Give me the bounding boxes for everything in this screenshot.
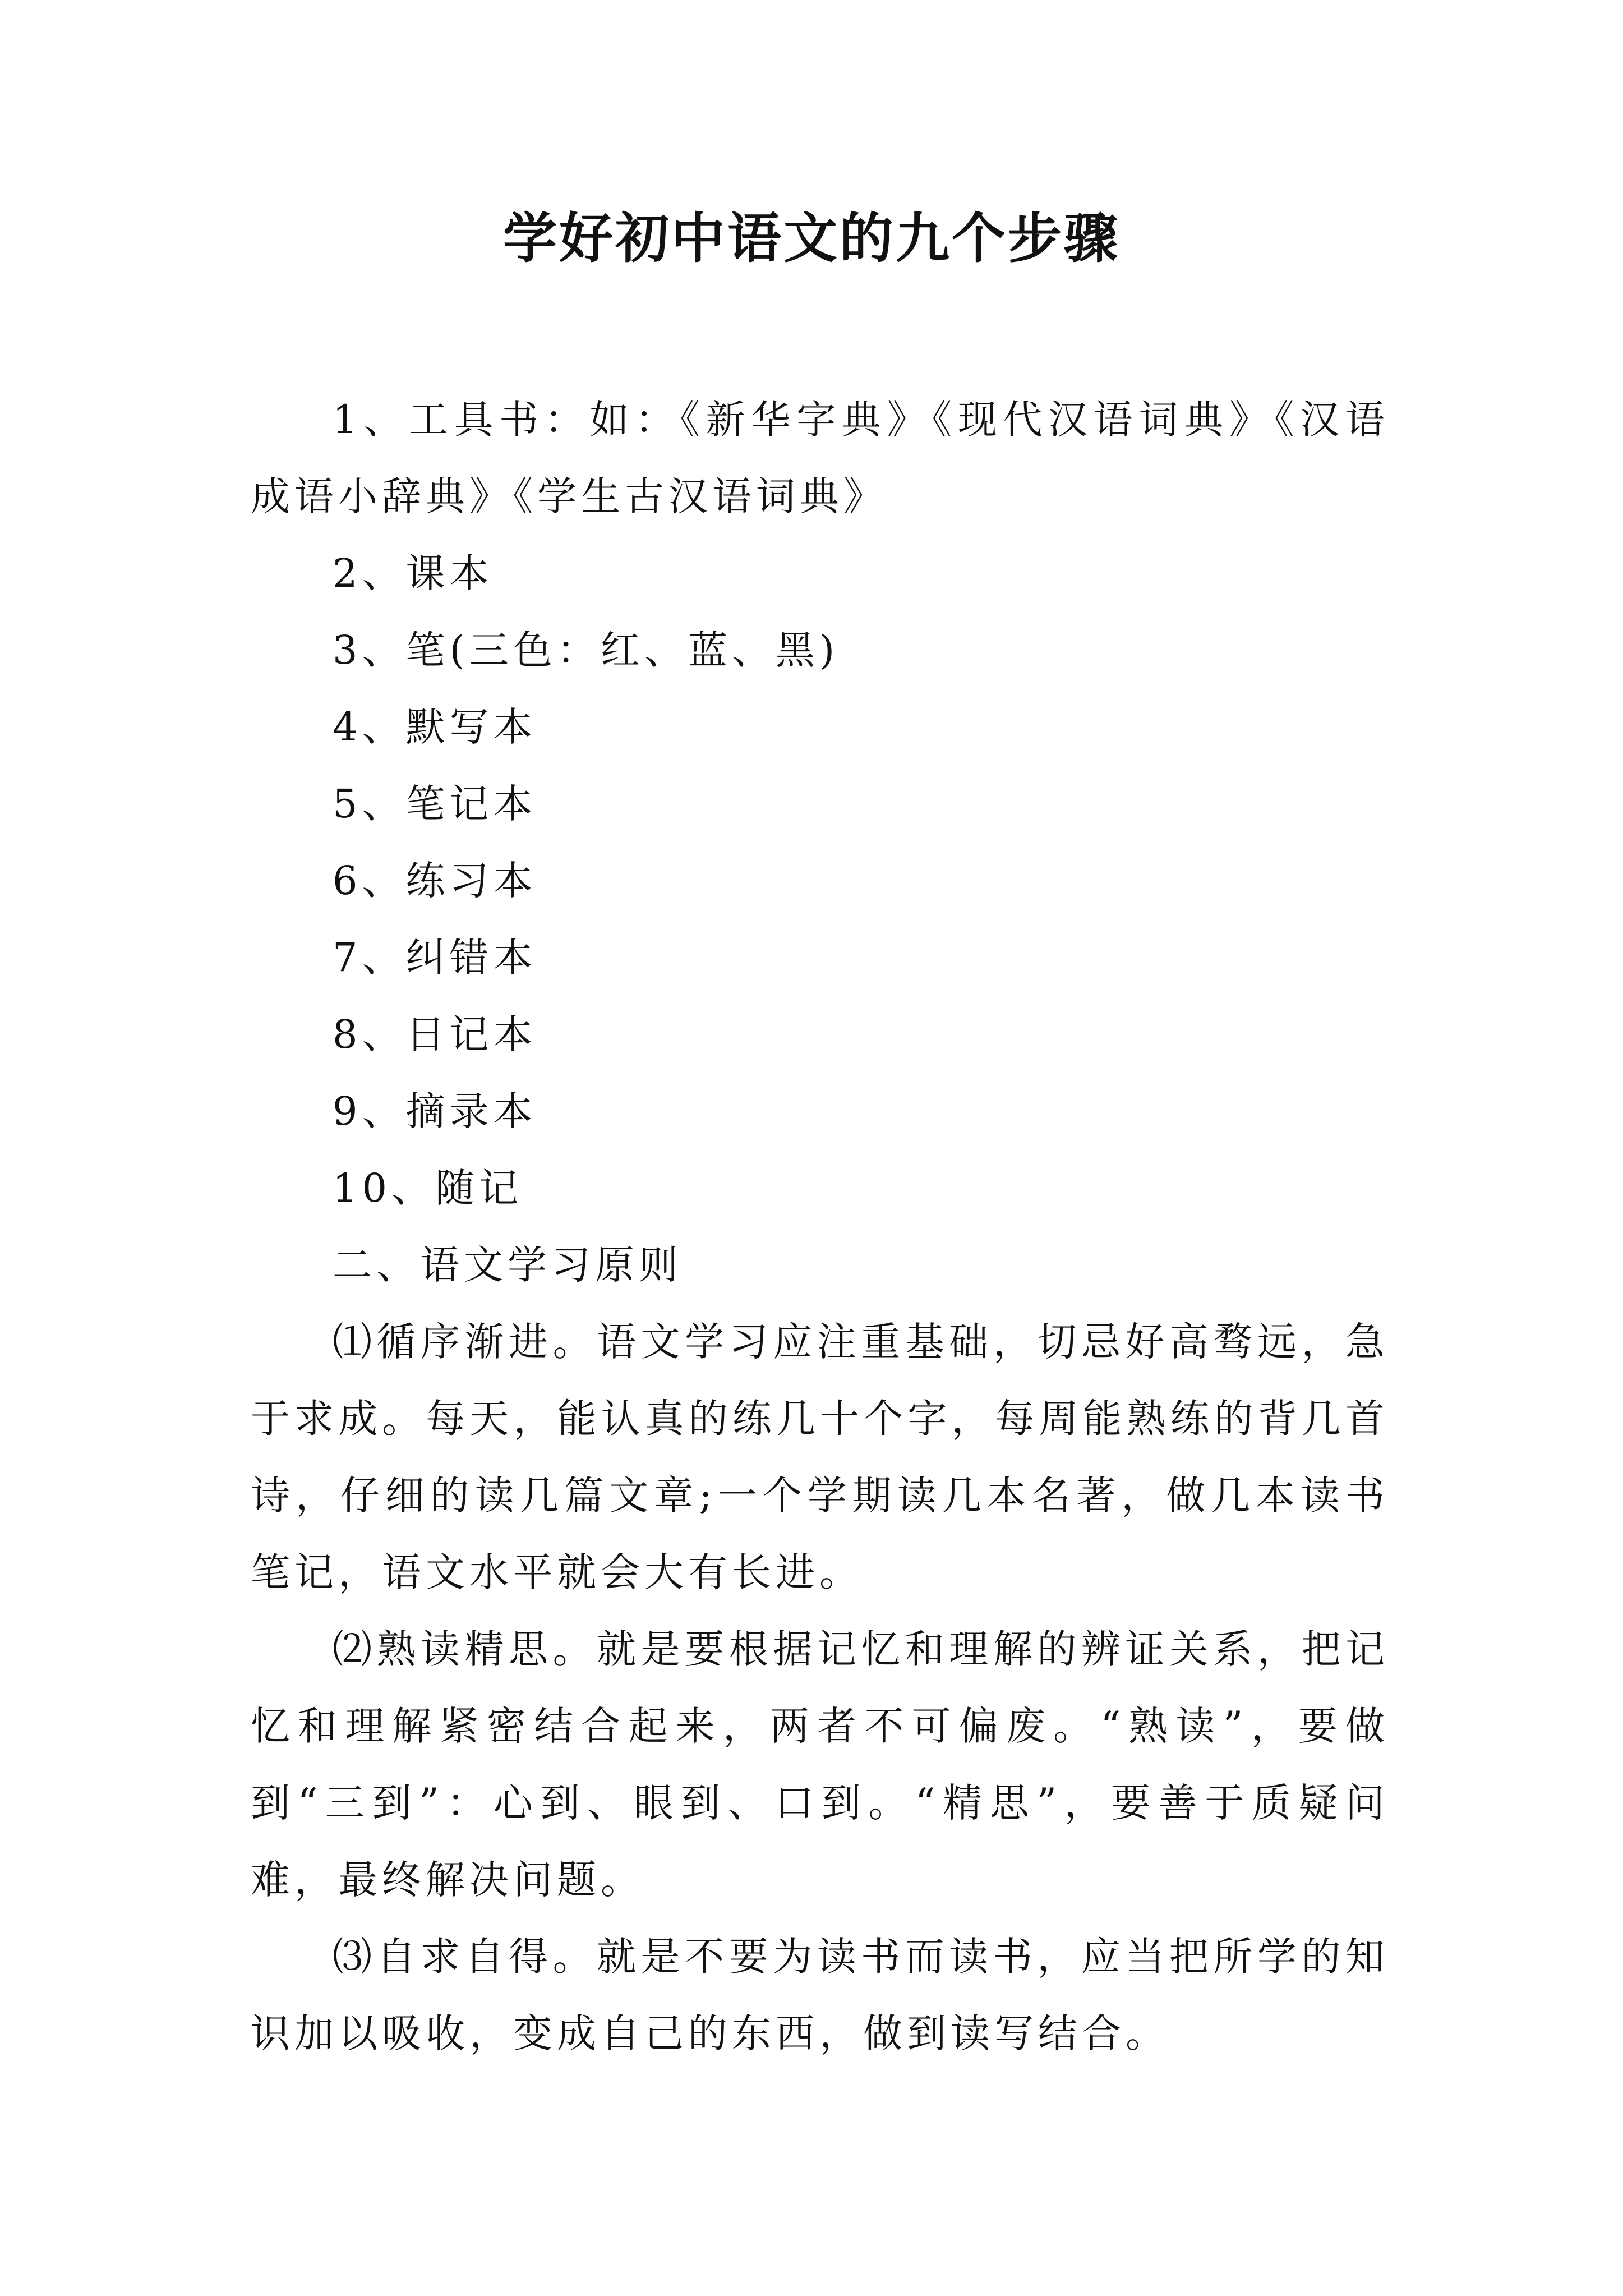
principle-paragraph: ⑵熟读精思。就是要根据记忆和理解的辨证关系，把记忆和理解紧密结合起来，两者不可偏废。“熟读”，要做到“三到”：心到、眼到、口到。“精思”，要善于质疑问难，最终解决问题。 xyxy=(251,1626,1389,1903)
principle-paragraph: ⑴循序渐进。语文学习应注重基础，切忌好高骛远，急于求成。每天，能认真的练几十个字，每周能熟练的背几首诗，仔细的读几篇文章;一个学期读几本名著，做几本读书笔记，语文水平就会大有长进。 xyxy=(251,1319,1389,1595)
list-item: 3、笔(三色：红、蓝、黑) xyxy=(333,627,840,673)
list-item: 6、练习本 xyxy=(333,858,537,904)
list-item: 4、默写本 xyxy=(333,704,537,750)
list-item: 9、摘录本 xyxy=(333,1088,537,1134)
list-item: 8、日记本 xyxy=(333,1011,537,1057)
list-item: 5、笔记本 xyxy=(333,781,537,827)
list-item: 2、课本 xyxy=(333,550,494,596)
document-body xyxy=(251,381,1389,2072)
section-heading: 二、语文学习原则 xyxy=(333,1242,683,1288)
list-item: 7、纠错本 xyxy=(333,935,537,981)
list-item: 1、工具书：如：《新华字典》《现代汉语词典》《汉语成语小辞典》《学生古汉语词典》 xyxy=(251,397,1389,519)
principle-paragraph: ⑶自求自得。就是不要为读书而读书，应当把所学的知识加以吸收，变成自己的东西，做到读写结合。 xyxy=(251,1934,1389,2056)
page-title: 学好初中语文的九个步骤 xyxy=(503,206,1120,270)
list-item: 10、随记 xyxy=(333,1165,523,1211)
